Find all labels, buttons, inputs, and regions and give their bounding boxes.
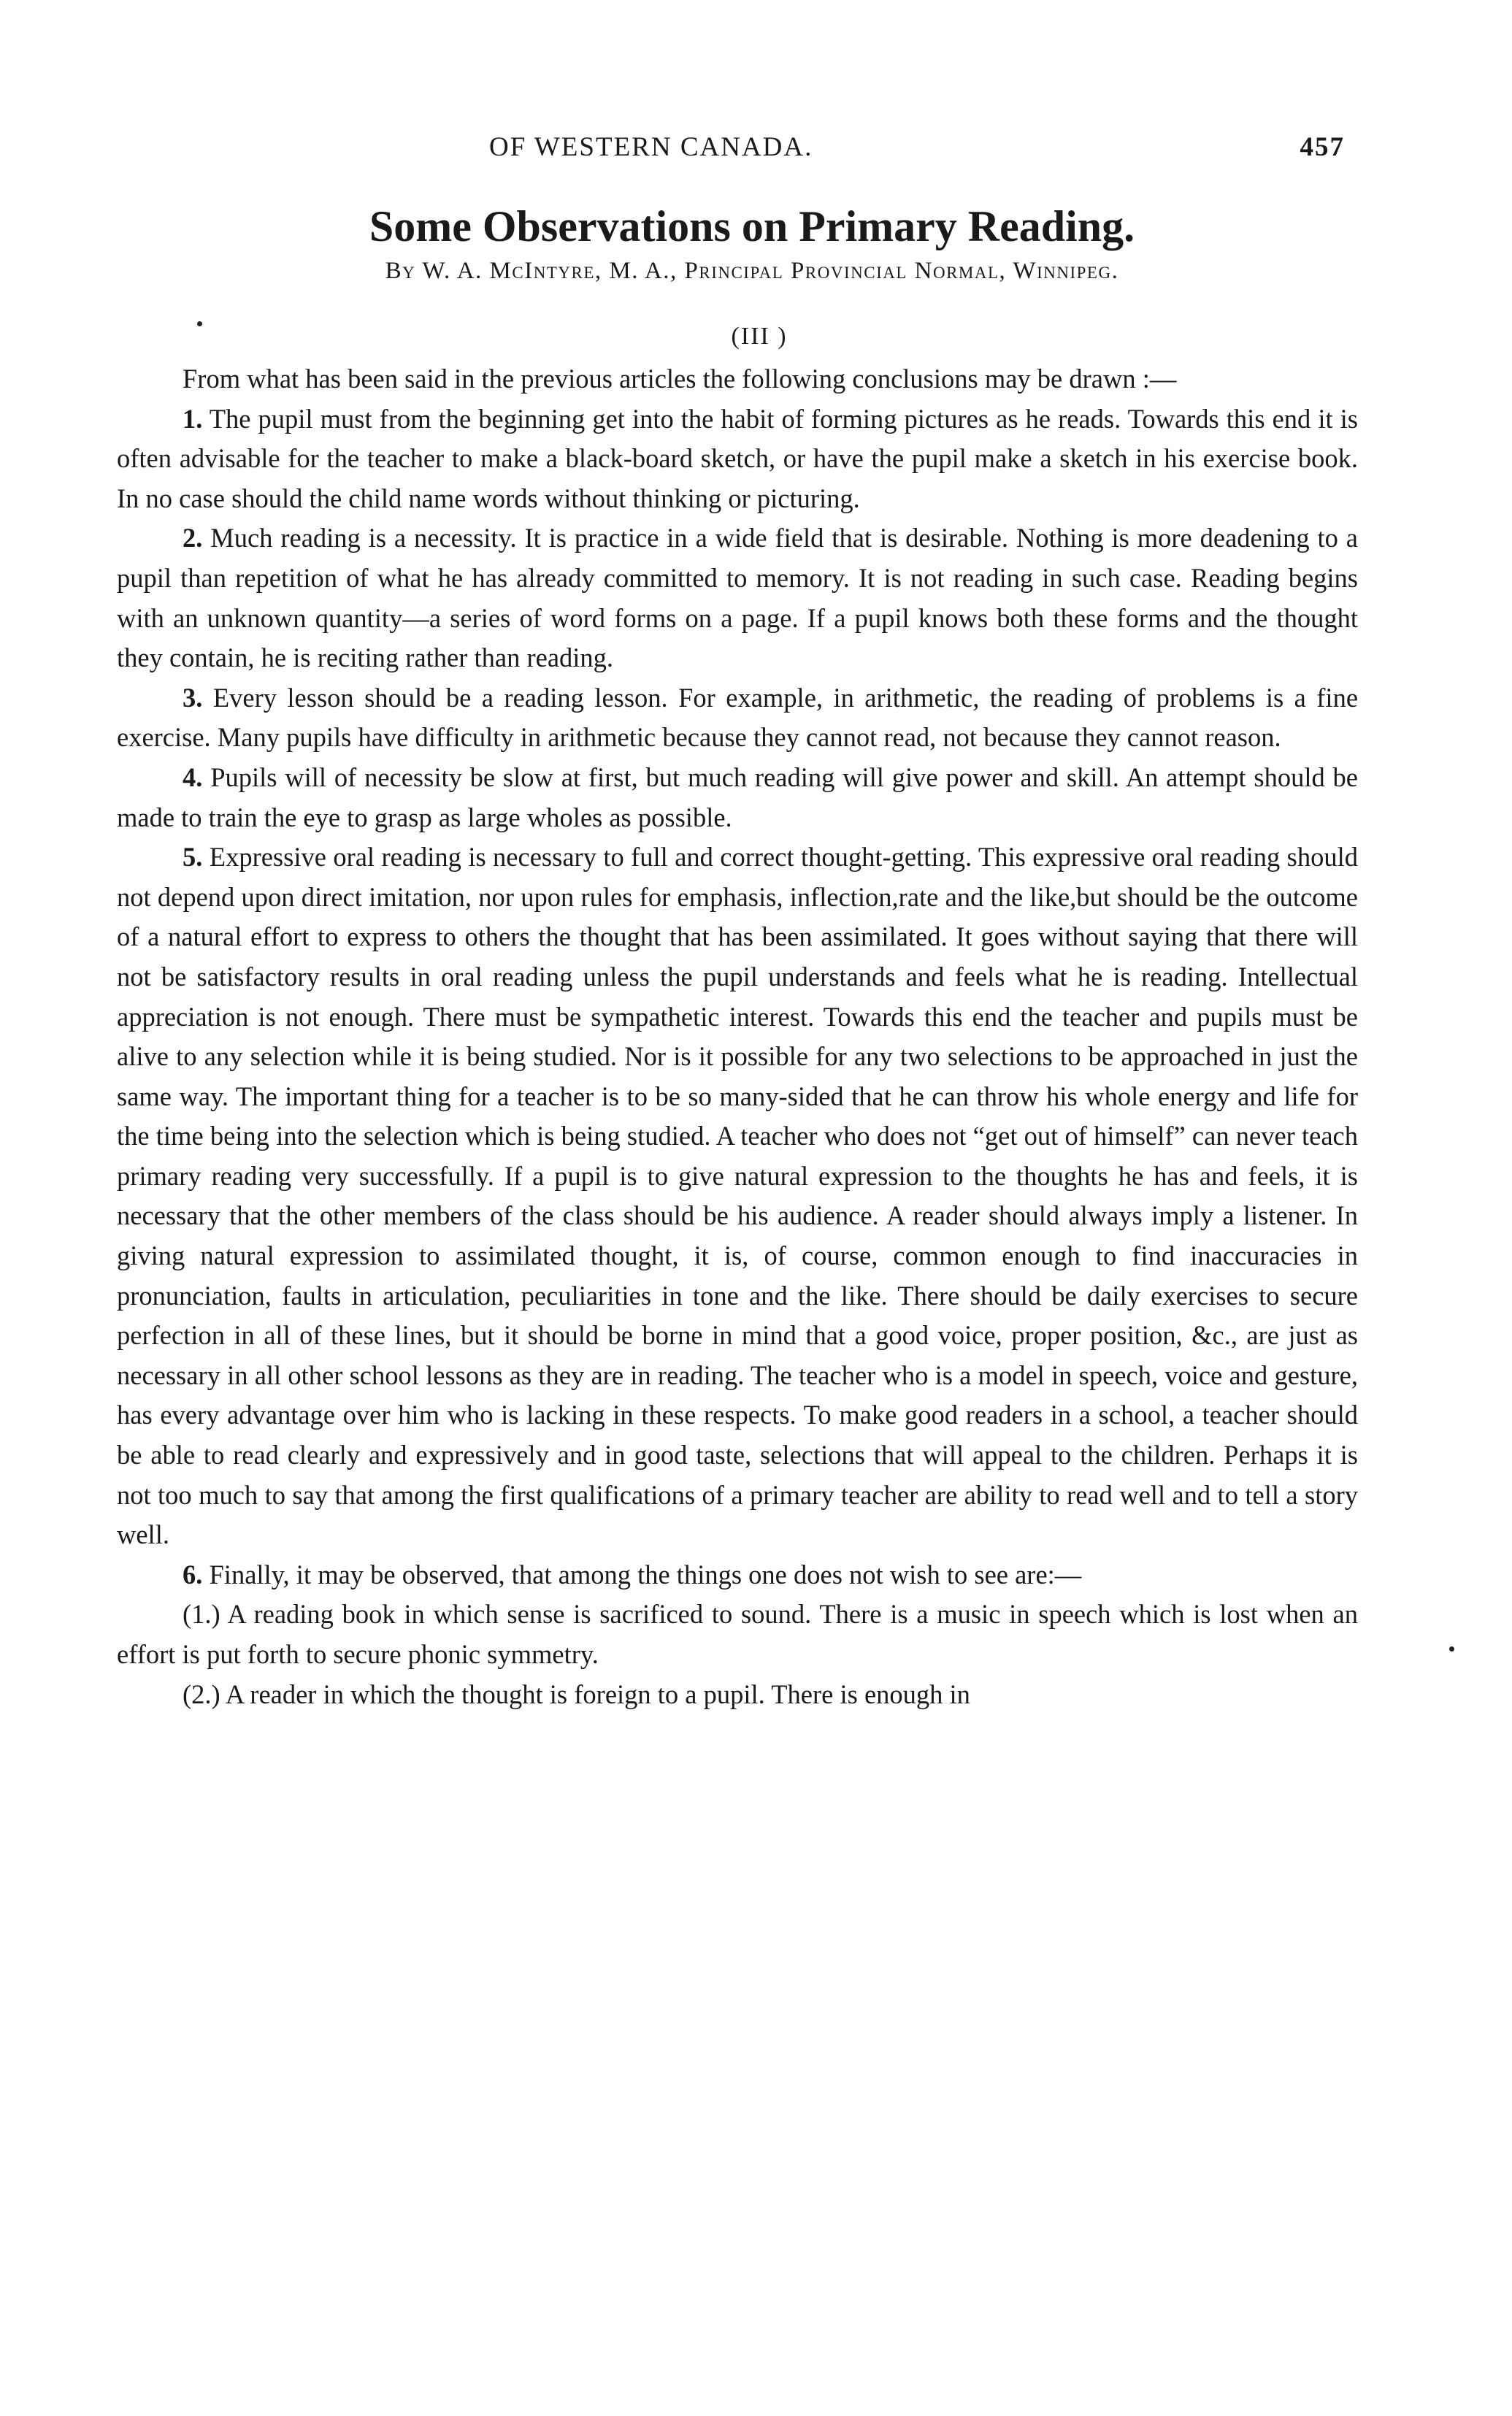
conclusion-5 xyxy=(117,837,1358,1555)
article-title: Some Observations on Primary Reading. xyxy=(369,202,1135,250)
conclusion-1-number: 1. xyxy=(183,403,203,434)
conclusion-5-number: 5. xyxy=(183,842,203,873)
conclusion-5-text: Expressive oral reading is necessary to full and correct thought-getting. This expressive oral reading should not depend upon direct imitation, nor upon rules for emphasis, inflection,rate and the like,but should be the outcome of a natural effort to express to others the thought that has been assimilated. It goes without saying that there will not be satisfactory results in oral reading unless the pupil understands and feels what he is reading. Intellectual appreciation is not enough. There must be sympathetic interest. Towards this end the teacher and pupils must be alive to any selection while it is being studied. Nor is it possible for any two selections to be approached in just the same way. The important thing for a teacher is to be so many-sided that he can throw his whole energy and life for the time being into the selection which is being studied. A teacher who does not “get out of himself” can never teach primary reading very successfully. If a pupil is to give natural expression to the thoughts he has and feels, it is necessary that the other members of the class should be his audience. A reader should always imply a listener. In giving natural expression to assimilated thought, it is, of course, common enough to find inaccuracies in pronunciation, faults in articulation, peculiarities in tone and the like. There should be daily exercises to secure perfection in all of these lines, but it should be borne in mind that a good voice, proper position, &c., are just as necessary in all other school lessons as they are in reading. The teacher who is a model in speech, voice and gesture, has every advantage over him who is lacking in these respects. To make good readers in a school, a teacher should be able to read clearly and expressively and in good taste, selections that will appeal to the children. Perhaps it is not too much to say that among the first qualifications of a primary teacher are ability to read well and to tell a story well. xyxy=(117,842,1358,1550)
sub-item-1-number: (1.) xyxy=(183,1599,220,1630)
section-number: (III ) xyxy=(731,323,788,350)
conclusion-4 xyxy=(117,758,1358,837)
conclusion-3-number: 3. xyxy=(183,682,203,713)
conclusion-3-text: Every lesson should be a reading lesson. For example, in arithmetic, the reading of problems is a fine exercise. Many pupils have difficulty in arithmetic because they cannot read, not because they cannot reason. xyxy=(117,682,1359,753)
ink-speck xyxy=(1449,1646,1454,1652)
intro-text: From what has been said in the previous articles the following conclusions may be drawn :— xyxy=(183,364,1177,394)
conclusion-2-text: Much reading is a necessity. It is practice in a wide field that is desirable. Nothing is more deadening to a pupil than repetition of what he has already committed to memory. It is not reading in such case. Reading begins with an unknown quantity—a series of word forms on a page. If a pupil knows both these forms and the thought they contain, he is reciting rather than reading. xyxy=(117,523,1359,673)
running-head xyxy=(117,131,1358,175)
sub-item-1-text: A reading book in which sense is sacrificed to sound. There is a music in speech which is lost when an effort is put forth to secure phonic symmetry. xyxy=(117,1599,1358,1669)
conclusion-2 xyxy=(117,518,1358,678)
conclusion-4-text: Pupils will of necessity be slow at first, but much reading will give power and skill. An attempt should be made to train the eye to grasp as large wholes as possible. xyxy=(117,762,1358,832)
sub-item-1 xyxy=(117,1595,1358,1674)
conclusion-1 xyxy=(117,399,1358,519)
conclusion-6-text: Finally, it may be observed, that among the things one does not wish to see are:— xyxy=(209,1559,1082,1589)
conclusion-6-number: 6. xyxy=(183,1559,203,1589)
conclusion-4-number: 4. xyxy=(183,762,203,792)
sub-item-2-number: (2.) xyxy=(183,1679,220,1709)
conclusion-6 xyxy=(117,1555,1358,1595)
sub-item-2-text: A reader in which the thought is foreign to a pupil. There is enough in xyxy=(225,1679,970,1709)
conclusion-1-text: The pupil must from the beginning get into the habit of forming pictures as he reads. Towards this end it is often advisable for the teacher to make a black-board sketch, or have the pupil make a sketch in his exercise book. In no case should the child name words without thinking or picturing. xyxy=(117,403,1358,513)
article-byline: By W. A. McIntyre, M. A., Principal Provincial Normal, Winnipeg. xyxy=(385,258,1119,284)
running-title: OF WESTERN CANADA. xyxy=(489,132,813,162)
sub-item-2 xyxy=(117,1675,1358,1715)
intro-paragraph xyxy=(117,359,1358,399)
article-body xyxy=(117,359,1358,1714)
conclusion-3 xyxy=(117,678,1358,758)
book-page xyxy=(117,131,1358,1714)
page-number: 457 xyxy=(1300,132,1345,162)
conclusion-2-number: 2. xyxy=(183,523,203,553)
ink-speck xyxy=(197,321,202,326)
